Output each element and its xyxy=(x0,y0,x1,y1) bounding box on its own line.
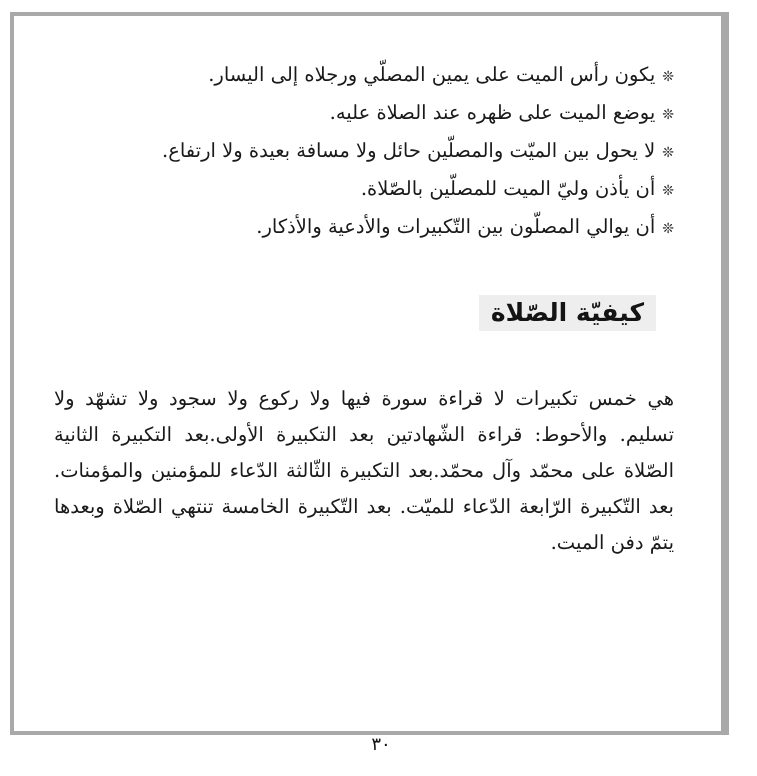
list-item-text: أن يوالي المصلّون بين التّكبيرات والأدعية والأذكار. xyxy=(256,215,656,238)
list-item xyxy=(94,95,674,133)
list-item-text: لا يحول بين الميّت والمصلّين حائل ولا مسافة بعيدة ولا ارتفاع. xyxy=(162,139,656,162)
list-item xyxy=(94,57,674,95)
page-number: ٣٠ xyxy=(371,734,391,755)
body-paragraph: هي خمس تكبيرات لا قراءة سورة فيها ولا ركوع ولا سجود ولا تشهّد ولا تسليم. والأحوط: قراءة الشّهادتين بعد التكبيرة الأولى.بعد التكبيرة الثانية الصّلاة على محمّد وآل محمّد.بعد التكبيرة الثّالثة الدّعاء للمؤمنين والمؤمنات. بعد التّكبيرة الرّابعة الدّعاء للميّت. بعد التّكبيرة الخامسة تنتهي الصّلاة وبعدها يتمّ دفن الميت. xyxy=(54,387,674,554)
bullet-star-icon: ❊ xyxy=(662,221,674,237)
bullet-star-icon: ❊ xyxy=(662,145,674,161)
conditions-list xyxy=(94,57,674,247)
bullet-star-icon: ❊ xyxy=(662,69,674,85)
list-item xyxy=(94,171,674,209)
list-item-text: يكون رأس الميت على يمين المصلّي ورجلاه إلى اليسار. xyxy=(208,63,656,86)
list-item-text: أن يأذن وليّ الميت للمصلّين بالصّلاة. xyxy=(360,177,656,200)
section-heading: كيفيّة الصّلاة xyxy=(479,295,656,331)
list-item-text: يوضع الميت على ظهره عند الصلاة عليه. xyxy=(329,101,656,124)
bullet-star-icon: ❊ xyxy=(662,107,674,123)
list-item xyxy=(94,133,674,171)
list-item xyxy=(94,209,674,247)
bullet-star-icon: ❊ xyxy=(662,183,674,199)
